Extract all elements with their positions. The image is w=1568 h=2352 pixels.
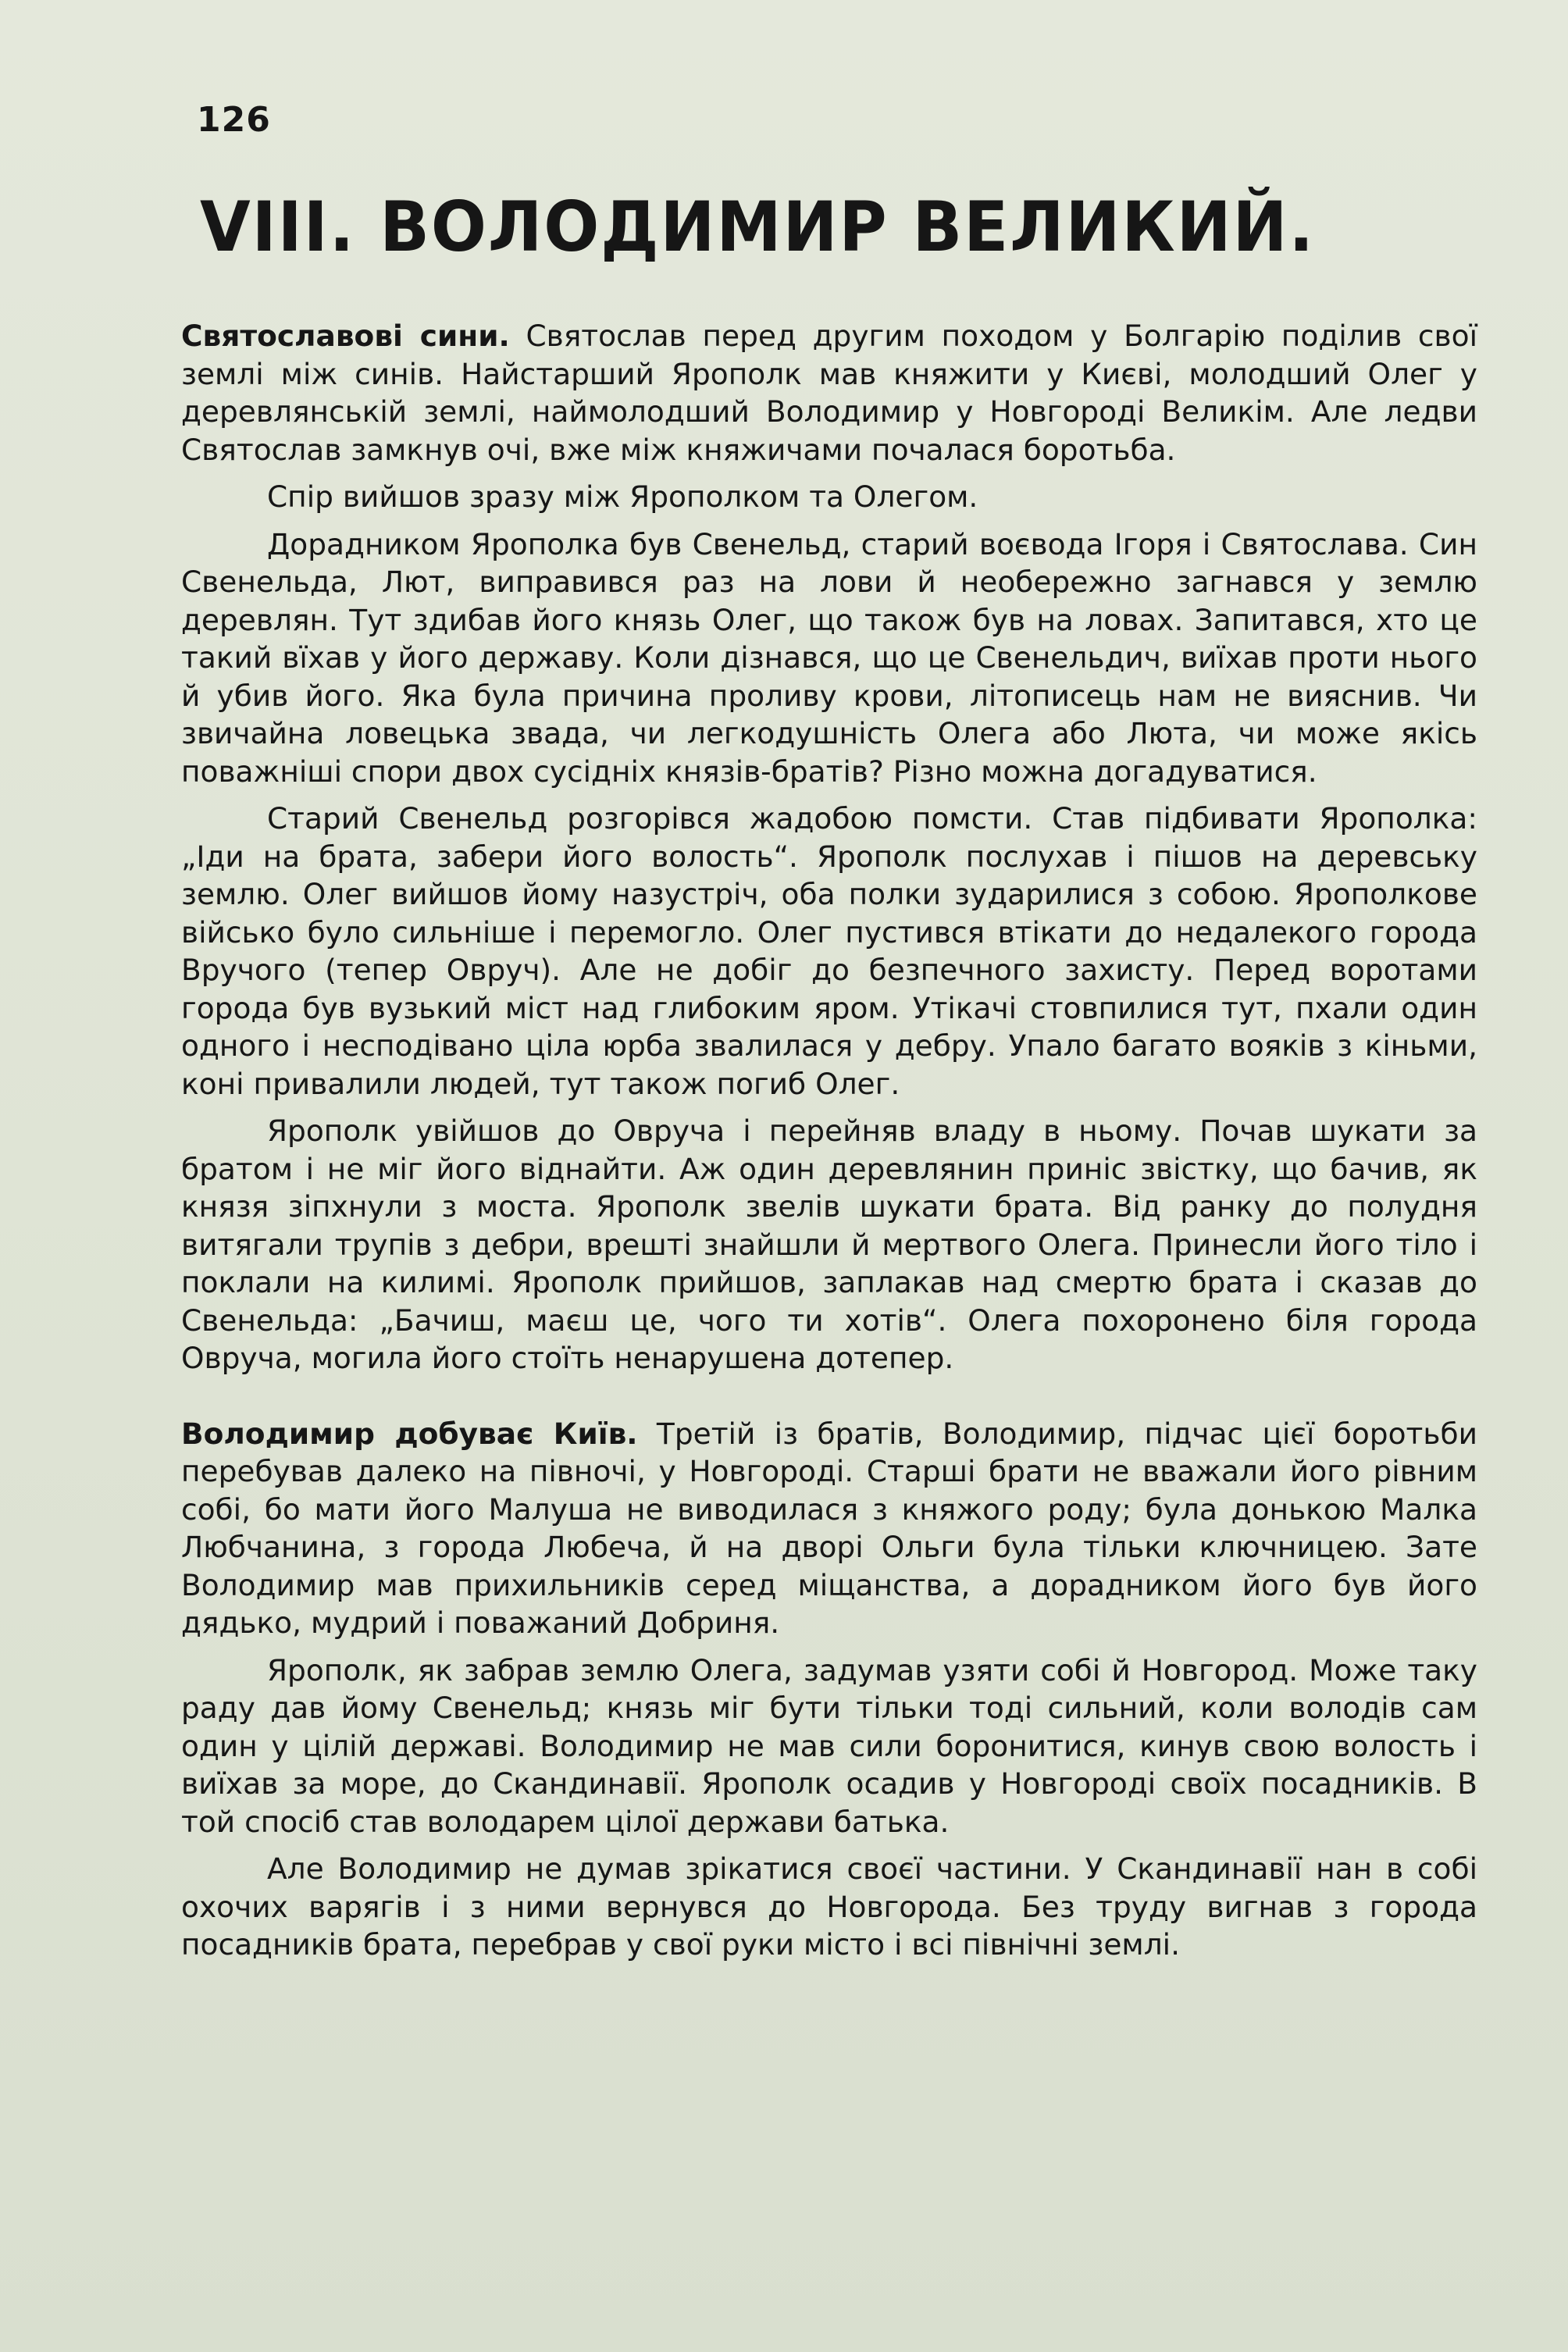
paragraph-text: Третій із братів, Володимир, підчас цієї боротьби перебував далеко на півночі, у Новгороді. Старші брати не вважали його рівним собі, бо мати його Малуша не виводилася з княжого роду; була донькою Малка Любчанина, з города Любеча, й на дворі Ольги була тільки ключницею. Зате Володимир мав прихильників серед міщанства, а дорадником його був його дядько, мудрий і поважаний Добриня.: [181, 1416, 1478, 1640]
paragraph: Спір вийшов зразу між Ярополком та Олегом.: [267, 479, 978, 514]
paragraph: Дорадником Ярополка був Свенельд, старий воєвода Ігоря і Святослава. Син Свенельда, Лют, виправився раз на лови й необережно загнався у землю деревлян. Тут здибав його князь Олег, що також був на ловах. Запитався, хто це такий вїхав у його державу. Коли дізнався, що це Свенельдич, виїхав проти нього й убив його. Яка була причина проливу крови, літописець нам не вияснив. Чи звичайна ловецька звада, чи легкодушність Олега або Люта, чи може якісь поважніші спори двох сусідніх князів-братів? Різно можна догадуватися.: [181, 526, 1477, 789]
paragraph: Ярополк увійшов до Овруча і перейняв владу в ньому. Почав шукати за братом і не міг його віднайти. Аж один деревлянин приніс звістку, що бачив, як князя зіпхнули з моста. Ярополк звелів шукати брата. Від ранку до полудня витягали трупів з дебри, врешті знайшли й мертвого Олега. Принесли його тіло і поклали на килимі. Ярополк прийшов, заплакав над смертю брата і сказав до Свенельда: „Бачиш, маєш це, чого ти хотів“. Олега похоронено біля города Овруча, могила його стоїть ненарушена дотепер.: [181, 1114, 1477, 1375]
section-heading: Святославові сини.: [181, 319, 510, 353]
paragraph: Старий Свенельд розгорівся жадобою помсти. Став підбивати Ярополка: „Іди на брата, забери його волость“. Ярополк послухав і пішов на деревську землю. Олег вийшов йому назустріч, оба полки зударилися з собою. Ярополкове військо було сильніше і перемогло. Олег пустився втікати до недалекого города Вручого (тепер Овруч). Але не добіг до безпечного захисту. Перед воротами города був вузький міст над глибоким яром. Утікачі стовпилися тут, пхали один одного і несподівано ціла юрба звалилася у дебру. Упало багато вояків з кіньми, коні привалили людей, тут також погиб Олег.: [181, 801, 1477, 1101]
section-heading: Володимир добуває Київ.: [181, 1416, 638, 1451]
paragraph: Але Володимир не думав зрікатися своєї частини. У Скандинавії нан в собі охочих варягів і з ними вернувся до Новгорода. Без труду вигнав з города посадників брата, перебрав у свої руки місто і всі північні землі.: [181, 1851, 1477, 1962]
page-number: 126: [197, 100, 271, 140]
chapter-title: VIII. ВОЛОДИМИР ВЕЛИКИЙ.: [200, 187, 1315, 267]
paragraph: [181, 1415, 1477, 1642]
section-sviatoslav-sons: [181, 317, 1477, 1377]
section-volodymyr-takes-kyiv: [181, 1415, 1477, 1964]
page-content: [181, 100, 1477, 2001]
paragraph: [181, 317, 1477, 469]
paragraph: Ярополк, як забрав землю Олега, задумав узяти собі й Новгород. Може таку раду дав йому Свенельд; князь міг бути тільки тоді сильний, коли володів сам один у цілій державі. Володимир не мав сили боронитися, кинув свою волость і виїхав за море, до Скандинавії. Ярополк осадив у Новгороді своїх посадників. В той спосіб став володарем цілої держави батька.: [181, 1652, 1477, 1839]
paragraph-text: Святослав перед другим походом у Болгарію поділив свої землі між синів. Найстарший Ярополк мав княжити у Києві, молодший Олег у деревлянській землі, наймолодший Володимир у Новгороді Великім. Але ледви Святослав замкнув очі, вже між княжичами почалася боротьба.: [181, 319, 1477, 467]
